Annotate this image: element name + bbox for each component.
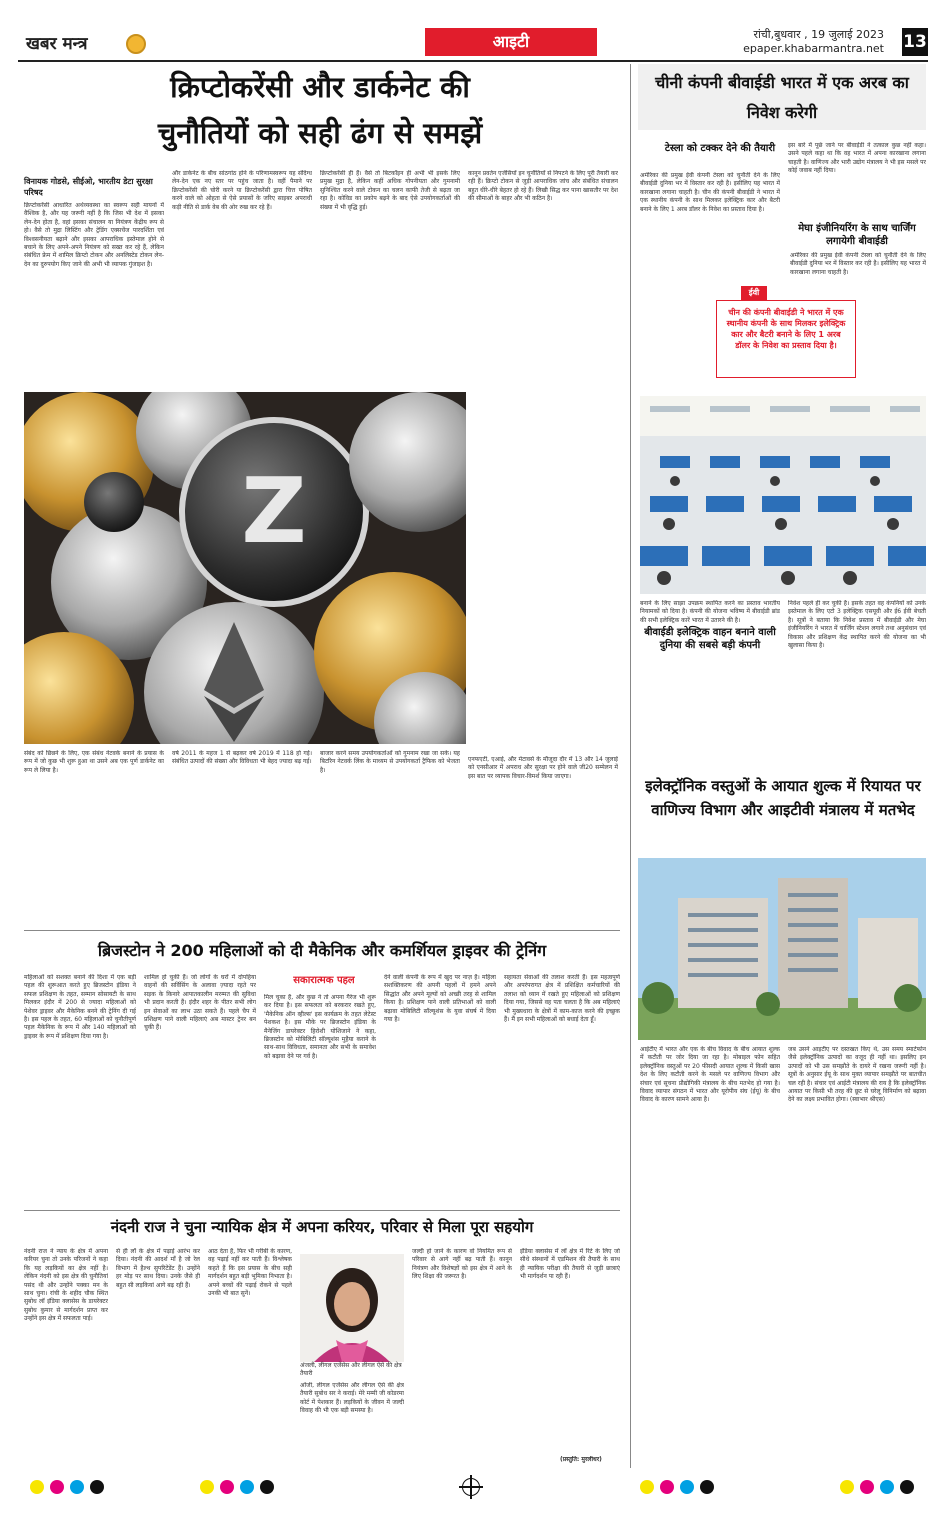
bridgestone-headline: ब्रिजस्टोन ने 200 महिलाओं को दी मैकेनिक और कमर्शियल ड्राइवर की ट्रेनिंग (97, 941, 547, 960)
tariff-col-a: आईटीए में भारत और एक के बीच विवाद के बीच आयात शुल्क में कटौती पर जोर दिया जा रहा है। मोबाइल फोन सहित इलेक्ट्रॉनिक वस्तुओं पर 20 फीसदी आयात शुल्क में किसी खास देश के लिए कटौती करने के मसले पर वाणिज्य विभाग और संचार एवं सूचना प्रौद्योगिकी मंत्रालय के बीच मतभेद हो गया है। विवाद व्यापार संगठन में भारत और यूरोपीय संघ (ईयू) के बीच विवाद के कारण सामने आया है। (640, 1046, 780, 1104)
reg-cyan-dot (70, 1480, 84, 1494)
reg-cyan-dot-4 (880, 1480, 894, 1494)
nandani-portrait (300, 1254, 404, 1362)
svg-text:Z: Z (241, 459, 307, 564)
dateline (743, 28, 884, 56)
byd-col-a: अमेरिका की प्रमुख ईवी कंपनी टेस्ला को चुनौती देने के लिए बीवाईडी दुनिया भर में विस्तार कर रही है। इसीलिए यह भारत में कारखाना लगाना चाहती है। चीन की कंपनी बीवाईडी ने भारत में एक स्थानीय कंपनी के साथ मिलकर इलेक्ट्रिक कार और बैटरी बनाने के लिए 1 अरब डॉलर के निवेश का प्रस्ताव दिया है। (640, 172, 780, 213)
byd-col-e: निवेश पहले ही कर चुकी है। इसके तहत वह कंपनियों को उनके इस्तेमाल के लिए एटो 3 इलेक्ट्रिक एसयूवी और ई6 ईवी बेचती है। सूत्रों ने बताया कि निवेश प्रस्ताव में बीवाईडी और मेघा इंजीनियरिंग ने भारत में चार्जिंग स्टेशन लगाने तथा अनुसंधान एवं विकास और प्रशिक्षण केंद्र स्थापित करने की योजना का भी खुलासा किया है। (788, 600, 926, 650)
reg-magenta-dot-2 (220, 1480, 234, 1494)
byd-col-c: अमेरिका की प्रमुख ईवी कंपनी टेस्ला को चुनौती देने के लिए बीवाईडी दुनिया भर में विस्तार कर रही है। इसीलिए यह भारत में कारखाना लगाना चाहती है। (790, 252, 926, 276)
main-col-2b: वर्ष 2011 के महज 1 से बढ़कर वर्ष 2019 में 118 हो गई। संबंधित उत्पादों की संख्या और विविधता भी बेहद ज्यादा बढ़ गई। (172, 750, 312, 766)
bridgestone-col-2: शामिल हो चुकी हैं। जो लोगों के घरों में दोपहिया वाहनों की सर्विसिंग के अलावा ज़्यादा रहते पर सड़क के किनारे आपातकालीन मरम्मत की सुविधा भी प्रदान करती हैं। इंदौर शहर के पीतर सभी लोग इन सेवाओं का लाभ उठा सकते हैं। पहले चैप में प्रशिक्षण पाने वाली महिलाएं अब मास्टर ट्रेनर बन चुकी हैं। (144, 974, 256, 1032)
section-label: आइटी (425, 28, 597, 56)
date-text: रांची,बुधवार , 19 जुलाई 2023 (753, 28, 884, 41)
byline: विनायक गोडसे, सीईओ, भारतीय डेटा सुरक्षा परिषद (24, 177, 153, 197)
right-column-divider (630, 64, 631, 1468)
page-number: 13 (902, 28, 928, 56)
main-col-4b: एनफएटी, एआई, और मेटावर्स के मौजूदा दौर में 13 और 14 जुलाई को एनसीआर में अपराध और सुरक्षा पर होने वाले जी20 सम्मेलन में इस बात पर व्यापक विचार-विमर्श किया जाएगा। (468, 756, 618, 780)
nandani-col-5: इंडिया क्लासेस में लॉ क्षेत्र में रिटे के लिए जो सीधे संस्थानों में एडमिशन की तैयारी के साथ ही न्यायिक परीक्षा की तैयारी से जुड़ी छात्राएं भी मार्गदर्शन पा रही हैं। (520, 1248, 620, 1281)
bridgestone-col-1: महिलाओं को सशक्त बनाने की दिशा में एक बड़ी पहल की शुरूआत करते हुए ब्रिजस्टोन इंडिया ने सफल प्रशिक्षण के तहत, सम्मान सोसायटी के साथ मिलकर इंदौर में 200 से ज्यादा महिलाओं को पेशेवर ड्राइवर और मैकेनिक बनने की ट्रेनिंग दी गई है। इस पहल के तहत, 60 महिलाओं को चुनौतीपूर्ण पहल मैकेनिक के रूप में और 140 महिलाओं को ड्राइवर के रूप में प्रशिक्षण दिया गया है। (24, 974, 136, 1040)
reg-yellow-dot-2 (200, 1480, 214, 1494)
nandani-col-2: से ही लॉ के क्षेत्र में पढ़ाई आरंभ कर दिया। नंदनी की आदर्श माँ है जो रेल विभाग में हैल्थ सुपरिटेंडेंट हैं। उन्होंने हर मोड़ पर साथ दिया। उनके जैसे ही बहुत सी लड़कियां आगे बढ़ रही हैं। (116, 1248, 200, 1289)
ev-office-image (640, 396, 926, 594)
byd-subhead-largest: बीवाईडी इलेक्ट्रिक वाहन बनाने वाली दुनिया की सबसे बड़ी कंपनी (644, 627, 776, 651)
reg-yellow-dot (30, 1480, 44, 1494)
reg-black-dot-2 (260, 1480, 274, 1494)
main-headline-line2: चुनौतियों को सही ढंग से समझें (157, 116, 483, 150)
bridgestone-top-rule (24, 930, 620, 931)
byd-pullquote: चीन की कंपनी बीवाईडी ने भारत में एक स्थानीय कंपनी के साथ मिलकर इलेक्ट्रिक कार और बैटरी बनाने के लिए 1 अरब डॉलर के निवेश का प्रस्ताव दिया है। (716, 300, 856, 378)
nandani-headline: नंदनी राज ने चुना न्यायिक क्षेत्र में अपना करियर, परिवार से मिला पूरा सहयोग (110, 1218, 534, 1236)
building-svg (638, 858, 926, 1040)
byd-col-d-top: बनाने के लिए साझा उपक्रम स्थापित करने का प्रस्ताव भारतीय नियामकों को दिया है। कंपनी की योजना भविष्य में बीवाईडी ब्रांड की सभी इलेक्ट्रिक कारें भारत में उतारने की है। (640, 600, 780, 624)
reg-black-dot-3 (700, 1480, 714, 1494)
main-col-3: क्रिप्टोकरेंसी ही हैं। वैसे तो बिटकॉइन ही अभी भी इसके लिए प्रमुख मुद्रा है, लेकिन कहीं अधिक गोपनीयता और गुमनामी सुनिश्चित करने वाले टोकन का चलन काफी तेजी से बढ़ता जा रहा है। कोविड का प्रकोप बढ़ने के बाद ऐसे उपयोगकर्ताओं की संख्या में भी वृद्धि हुई। (320, 170, 460, 211)
brand-name: खबर मन्त्र (26, 34, 88, 54)
byd-col-b: इस बारे में पूछे जाने पर बीवाईडी ने तत्काल कुछ नहीं कहा। उसने पहले कहा था कि वह भारत में अपना कारखाना लगाना चाहती है। वाणिज्य और भारी उद्योग मंत्रालय ने भी इस मसले पर कोई जवाब नहीं दिया। (788, 142, 926, 175)
main-col-1b: संबंद को छिन्नने के लिए, एक संबंध नेटवर्क बनाने के प्रयास के रूप में जो कुछ भी शुरू हुआ था उसने अब एक पूर्ण डार्कनेट का रूप ले लिया है। (24, 750, 164, 774)
header-rule (18, 60, 928, 62)
byd-headline: चीनी कंपनी बीवाईडी भारत में एक अरब का निवेश करेगी (638, 64, 926, 130)
main-col-3b: बाजार करने समय उपयोगकर्ताओं को गुमनाम रखा जा सके। यह बिटरिन नेटवर्क लिंक के माध्यम से उपयोगकर्ता ट्रैफिक को भेजता है। (320, 750, 460, 774)
byd-subhead-tesla: टेस्ला को टक्कर देने की तैयारी (664, 143, 776, 154)
reg-yellow-dot-4 (840, 1480, 854, 1494)
main-col-1: क्रिप्टोकरेंसी आधारित अर्थव्यवस्था का स्वरूप सही मायनों में वैश्विक है, और यह जरूरी नहीं है कि जिस भी देश में इसका लेन-देन होता है, वहां इसका संचालन या नियंत्रण केंद्रीय रूप से हो। वैसे तो मुद्रा लिस्टिंग और ट्रेडिंग एक्सचेंज पारदर्शिता एवं विश्वसनीयता बढ़ाने और इसका आपराधिक इस्तेमाल होने से बचाने के लिए अपने-अपने नियंत्रण को सख्त कर रहे हैं, लेकिन संबंधित फ्रेम में शामिल क्रिप्टो टोकन और अनलिस्टेड टोकन लेन-देन का दुरुपयोग किए जाने की अभी भी व्यापक गुंजाइश है। (24, 202, 164, 268)
reg-black-dot-4 (900, 1480, 914, 1494)
reg-crosshair-icon (462, 1478, 480, 1496)
main-headline (40, 64, 600, 156)
nandani-col-2b: आठ देता है, फिर भी गरीबी के कारण, वह पढ़ाई नहीं कर पाती हैं। विश्लेषक कहते हैं कि इस प्रयास के बीच सही मार्गदर्शन बहुत बड़ी भूमिका निभाता है। अपने बच्चों की पढ़ाई रोकने से पहले उनकी भी बात सुनें। (208, 1248, 292, 1298)
reg-magenta-dot (50, 1480, 64, 1494)
nandani-col-4: जल्दी हो जाने के कारण वो नियमित रूप से परिवार से आगे नहीं बढ़ पाती हैं। कानून नियंत्रण और विशेषज्ञों को इस क्षेत्र में आने के लिए शिक्षा की जरूरत है। (412, 1248, 512, 1281)
bridgestone-col-3: मिल चुका है, और कुछ ने तो अपना गैरेज भी शुरू कर दिया है। इस सफलता को बरकरार रखते हुए, 'मैकेनिक ऑन व्हील्स' इस कार्यक्रम के तहत लेटेस्ट पेशकश है। इस मौके पर ब्रिजस्टोन इंडिया के मैनेजिंग डायरेक्टर हिरोशी योशिजाने ने कहा, ब्रिजस्टोन को मोबिलिटी सॉल्यूशंस मुहैया कराने के साथ-साथ विविधता, समानता और सभी के समावेश को बढ़ावा देने पर गर्व है। (264, 994, 376, 1060)
brand-logo-icon (126, 34, 146, 54)
reg-black-dot (90, 1480, 104, 1494)
reg-yellow-dot-3 (640, 1480, 654, 1494)
nandani-top-rule (24, 1210, 620, 1211)
main-headline-line1: क्रिप्टोकरेंसी और डार्कनेट की (170, 70, 470, 104)
nandani-col-1: नंदनी राज ने न्याय के क्षेत्र में अपना करियर चुना तो उनके परिजनों ने कहा कि यह लड़कियों का क्षेत्र नहीं है। लेकिन नंदनी को इस क्षेत्र की चुनौतियां पसंद थी और उन्होंने पक्का मन के साथ चुना। रांची के शहीद चौक स्थित सुबोध लॉ इंडिया क्लासेस के डायरेक्टर सुबोध कुमार से मार्गदर्शन प्राप्त कर उन्होंने इस क्षेत्र में सफलता पाई। (24, 1248, 108, 1323)
bridgestone-col-5: सहायता सेवाओं की तलाश करती हैं। इस महत्वपूर्ण और अपरंपरागत क्षेत्र में प्रशिक्षित कर्मचारियों की तलाश को ध्यान में रखते हुए महिलाओं को प्रशिक्षण दिया गया, जिससे वह पता चलता है कि अब महिलाएं भी मुख्यधारा के क्षेत्रों में काम-काज करने की इच्छुक हैं। मैं इन सभी महिलाओं को बधाई देता हूँ। (504, 974, 620, 1024)
reg-magenta-dot-3 (660, 1480, 674, 1494)
reg-cyan-dot-2 (240, 1480, 254, 1494)
tariff-headline: इलेक्ट्रॉनिक वस्तुओं के आयात शुल्क में रियायत पर वाणिज्य विभाग और आइटीवी मंत्रालय में मतभेद (645, 777, 921, 819)
main-col-2: और डार्कनेट के बीच सांठगांठ होने के परिणामस्वरूप यह संदिग्ध लेन-देन एक नए स्तर पर पहुंच जाता है। वहीं पैमाने पर क्रिप्टोकरेंसी की चोरी करने या क्रिप्टोकरेंसी द्वारा चित्त पोषित करने वाले को ओहता से ऐसे प्रयासों के जरिए साइबर अपराधी कड़ी नीति से डार्क वेब की ओर रुख कर रहे हैं। (172, 170, 312, 211)
crypto-coins-svg (24, 392, 466, 744)
nandani-credit: (प्रस्तुति: मुरलीधर) (560, 1456, 602, 1463)
bridgestone-subhead: सकारात्मक पहल (264, 974, 384, 987)
bridgestone-col-4: देने वाली कंपनी के रूप में खुद पर नाज़ है। महिला सशक्तिकरण की अपनी पहलों में हमने अपने सिद्धांत और अपने मूल्यों को अच्छी तरह से शामिल किया है। प्रशिक्षण पाने वाली प्रतिभाओं को वाली बढ़ावा मोबिलिटी सॉल्यूशंस के युवा संघर्ष में दिया गया है। (384, 974, 496, 1024)
ev-tag: ईवी (741, 286, 767, 300)
nandani-col-3: ओंजी, लीगल एजेंसेस और लीगल ऐसे की क्षेत्र तैयारी सुबोध सर ने कराई। मेरे मम्मी जी कोडरमा कोर्ट में पेशकार हैं। लड़कियों के जीवन में जल्दी विवाह की भी एक बड़ी समस्या है। (300, 1382, 404, 1415)
main-col-4: कानून प्रवर्तन एजेंसियों इन चुनौतियों से निपटने के लिए पूरी तैयारी कर रही हैं। क्रिप्टो टोकन से जुड़ी आपराधिक जांच और संबंधित संचालन बहुत धीरे-धीरे बेहतर हो रहे हैं। लिखी सिद्ध कर पाना खासतौर पर देश की सीमाओं के बाहर और भी कठिन है। (468, 170, 618, 203)
reg-magenta-dot-4 (860, 1480, 874, 1494)
byd-subhead-megha: मेघा इंजीनियरिंग के साथ चार्जिंग लगायेगी बीवाईडी (798, 223, 916, 247)
reg-cyan-dot-3 (680, 1480, 694, 1494)
crypto-coins-image (24, 392, 466, 744)
office-svg (640, 396, 926, 594)
tariff-col-b: जब उसने आइटीए पर दस्तखत किए थे, उस समय स्मार्टफोन जैसे इलेक्ट्रॉनिक उत्पादों का वजूद ही नहीं था। इसलिए इन उत्पादों को भी उस समझौते के दायरे में रखना जरूरी नहीं है। सूत्रों के अनुसार ईयू के साथ मुक्त व्यापार समझौते पर बातचीत चल रही है। संचार एवं आईटी मंत्रालय की राय है कि इलेक्ट्रॉनिक आयात पर किसी भी तरह की छूट से घरेलू विनिर्माण को बढ़ावा देने का लक्ष्य प्रभावित होगा। (स्वाभार श्रीएस) (788, 1046, 926, 1104)
portrait-svg (300, 1254, 404, 1362)
ministry-building-image (638, 858, 926, 1040)
masthead (18, 28, 928, 58)
website-link[interactable]: epaper.khabarmantra.net (743, 42, 884, 55)
portrait-caption: अंजली, लीगल एजेंसेस और लीगल ऐसे की क्षेत्र तैयारी (300, 1362, 402, 1377)
